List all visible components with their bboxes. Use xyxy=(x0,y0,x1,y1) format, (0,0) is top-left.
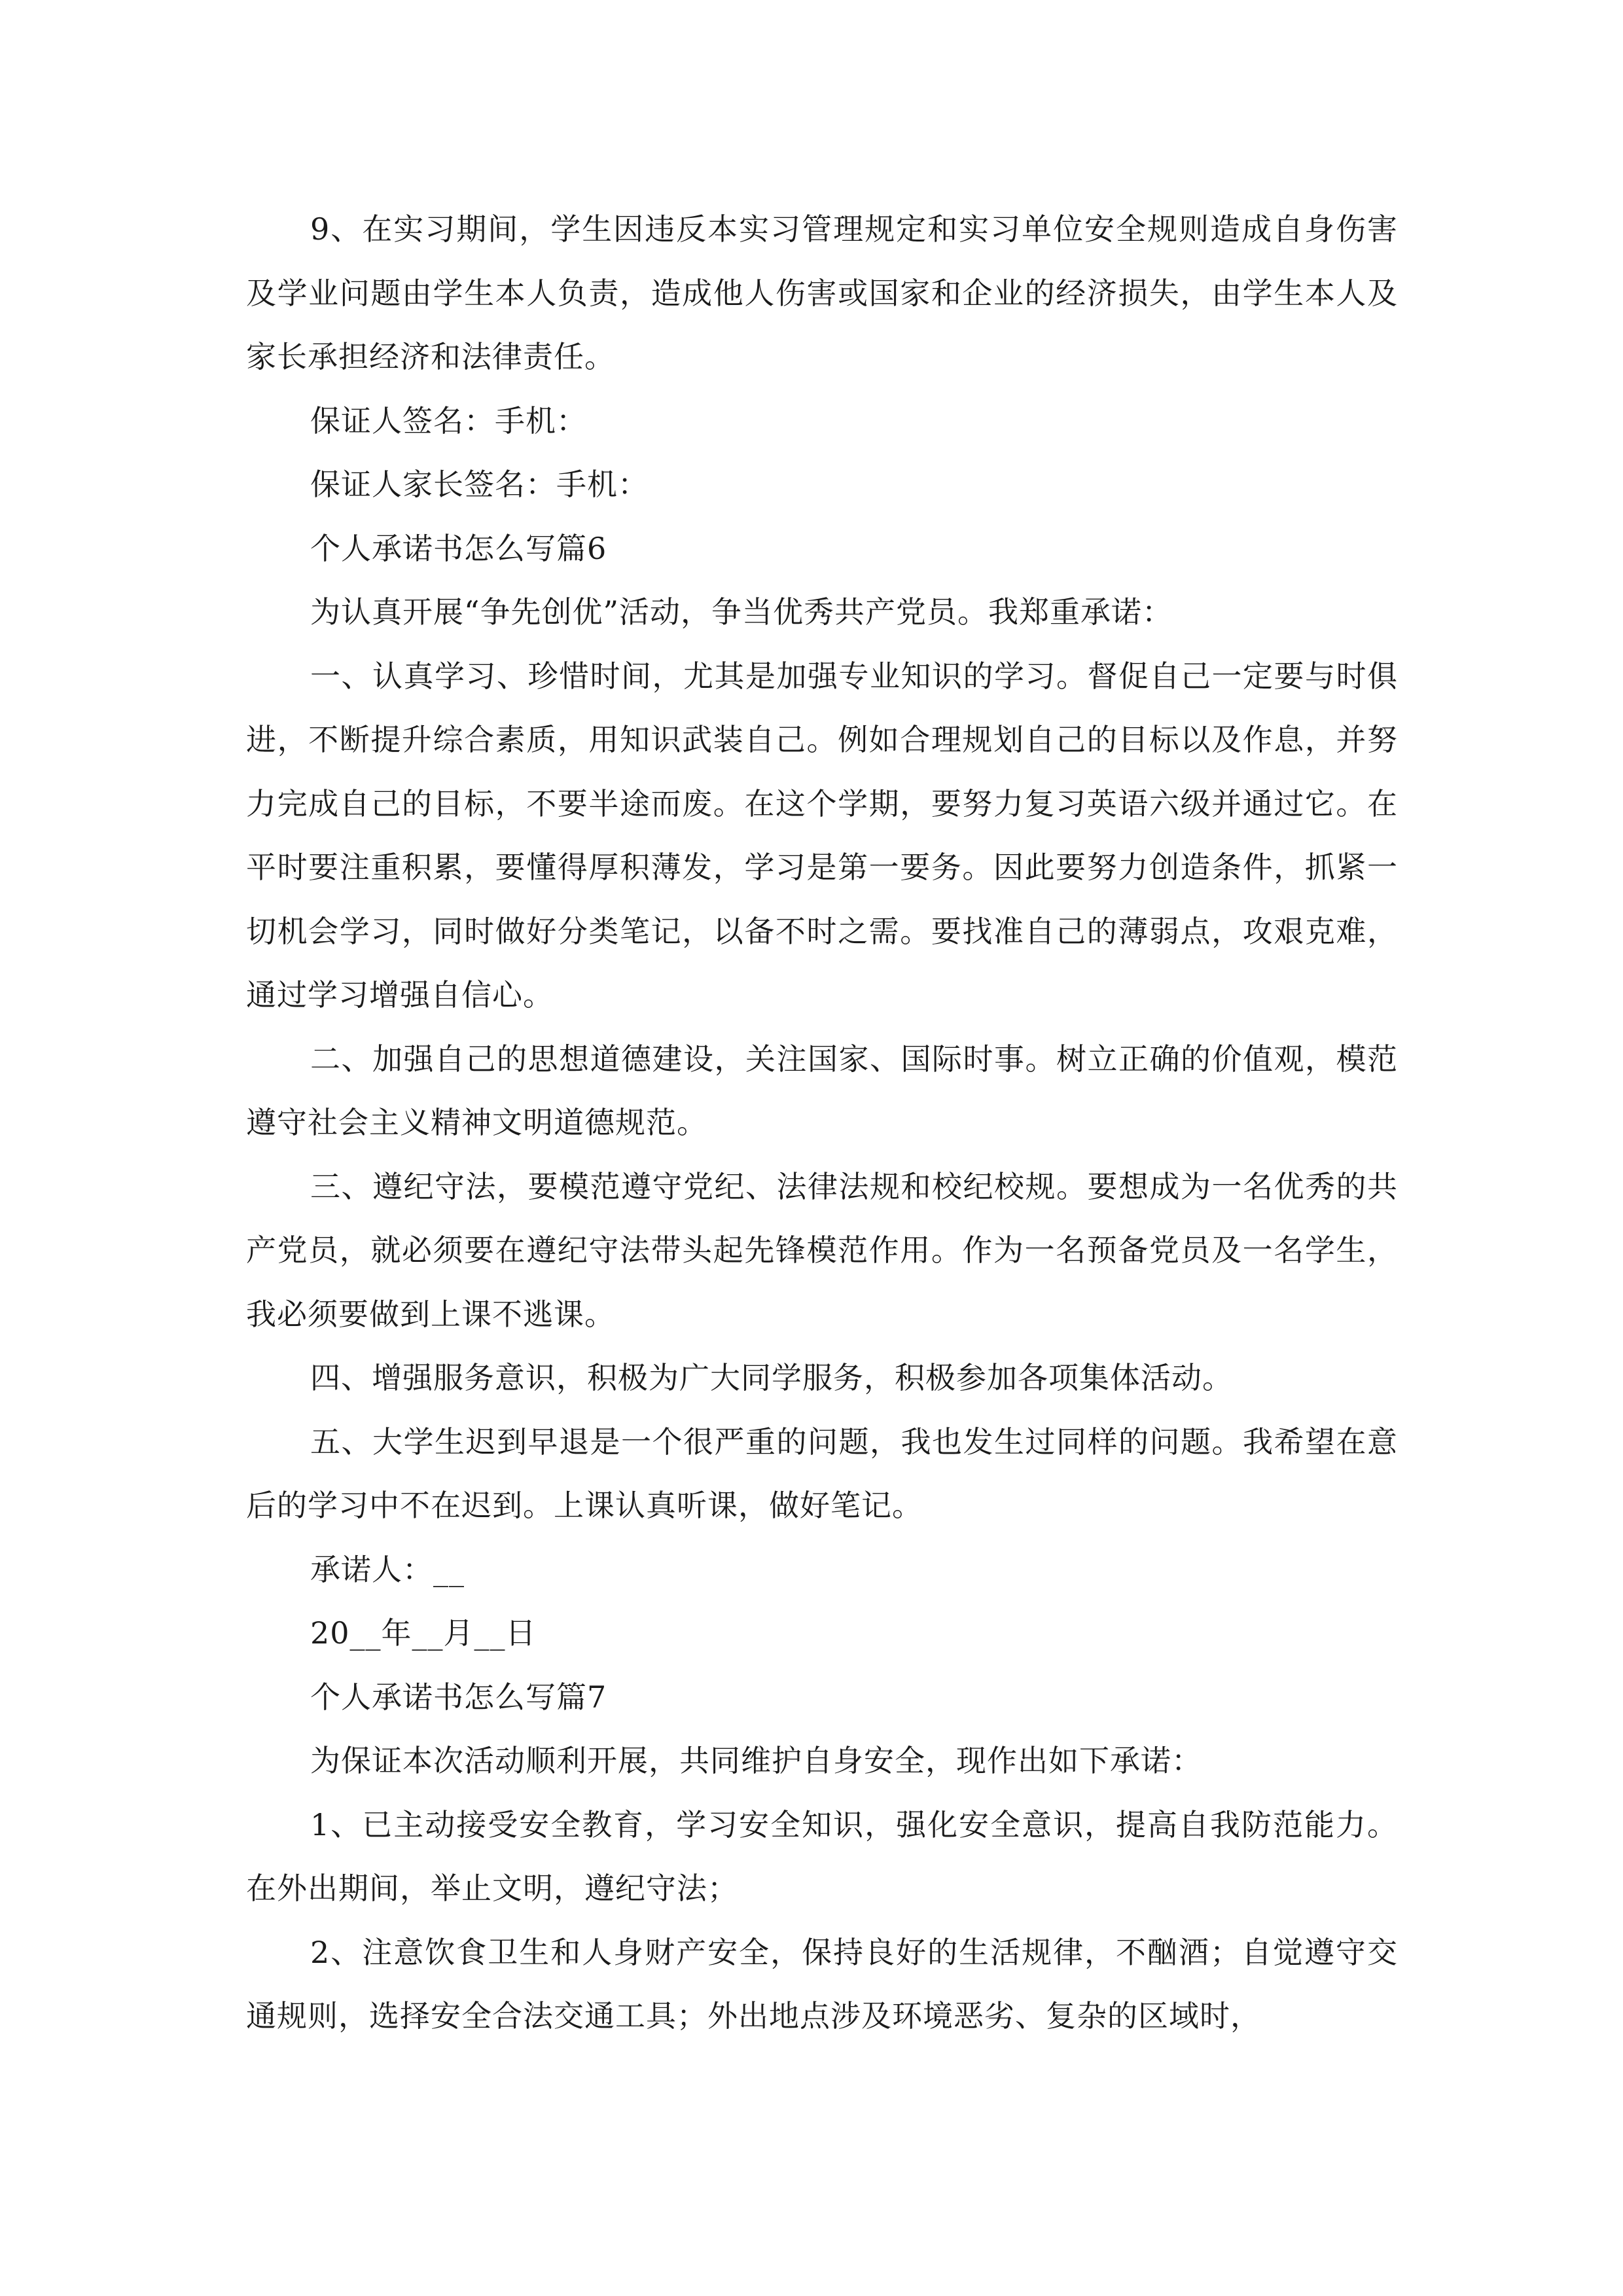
paragraph-internship-liability: 9、在实习期间，学生因违反本实习管理规定和实习单位安全规则造成自身伤害及学业问题由学生本人负责，造成他人伤害或国家和企业的经济损失，由学生本人及家长承担经济和法律责任。 xyxy=(246,211,1398,374)
paragraph-item-2: 二、加强自己的思想道德建设，关注国家、国际时事。树立正确的价值观，模范遵守社会主义精神文明道德规范。 xyxy=(246,1041,1398,1140)
document-body xyxy=(246,198,1398,2049)
promisor-signature-line: 承诺人：__ xyxy=(310,1551,465,1587)
guarantor-signature-line: 保证人签名：手机： xyxy=(310,403,587,439)
paragraph-safety-1: 1、已主动接受安全教育，学习安全知识，强化安全意识，提高自我防范能力。在外出期间，举止文明，遵纪守法； xyxy=(246,1806,1398,1906)
paragraph-item-4: 四、增强服务意识，积极为广大同学服务，积极参加各项集体活动。 xyxy=(310,1360,1233,1395)
paragraph-safety-2: 2、注意饮食卫生和人身财产安全，保持良好的生活规律，不酗酒；自觉遵守交通规则，选择安全合法交通工具；外出地点涉及环境恶劣、复杂的区域时， xyxy=(246,1934,1398,2034)
paragraph-intro-6: 为认真开展“争先创优”活动，争当优秀共产党员。我郑重承诺： xyxy=(310,594,1173,630)
paragraph-item-5: 五、大学生迟到早退是一个很严重的问题，我也发生过同样的问题。我希望在意后的学习中不在迟到。上课认真听课，做好笔记。 xyxy=(246,1424,1398,1523)
date-line: 20__年__月__日 xyxy=(310,1615,537,1651)
paragraph-intro-7: 为保证本次活动顺利开展，共同维护自身安全，现作出如下承诺： xyxy=(310,1743,1202,1778)
paragraph-item-3: 三、遵纪守法，要模范遵守党纪、法律法规和校纪校规。要想成为一名优秀的共产党员，就必须要在遵纪守法带头起先锋模范作用。作为一名预备党员及一名学生，我必须要做到上课不逃课。 xyxy=(246,1168,1398,1332)
section-heading-6: 个人承诺书怎么写篇6 xyxy=(310,530,607,566)
parent-signature-line: 保证人家长签名：手机： xyxy=(310,467,649,502)
section-heading-7: 个人承诺书怎么写篇7 xyxy=(310,1679,607,1715)
paragraph-item-1: 一、认真学习、珍惜时间，尤其是加强专业知识的学习。督促自己一定要与时俱进，不断提升综合素质，用知识武装自己。例如合理规划自己的目标以及作息，并努力完成自己的目标，不要半途而废。在这个学期，要努力复习英语六级并通过它。在平时要注重积累，要懂得厚积薄发，学习是第一要务。因此要努力创造条件，抓紧一切机会学习，同时做好分类笔记，以备不时之需。要找准自己的薄弱点，攻艰克难，通过学习增强自信心。 xyxy=(246,658,1398,1013)
